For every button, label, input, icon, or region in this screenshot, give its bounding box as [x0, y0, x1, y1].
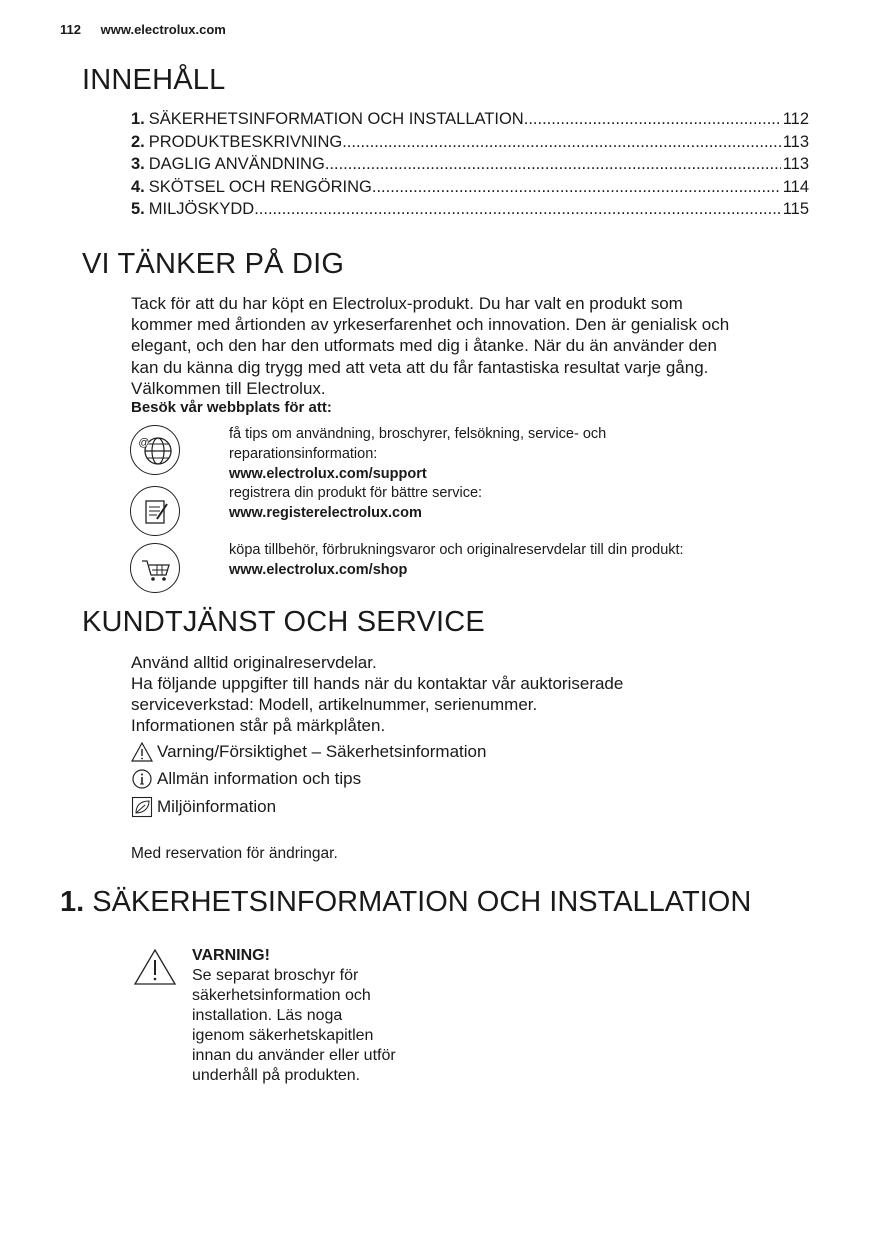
warning-box: VARNING! Se separat broschyr för säkerhetsinformation och installation. Läs noga igenom säkerhetskapitlen innan du använder eller utför underhåll på produkten. — [192, 946, 432, 1086]
toc-item-page: 113 — [782, 132, 809, 151]
toc-item-label: SÄKERHETSINFORMATION OCH INSTALLATION — [148, 110, 524, 128]
svg-text:@: @ — [138, 437, 150, 449]
toc-item[interactable]: 4. SKÖTSEL OCH RENGÖRING ..... 114 — [131, 178, 809, 201]
toc-item[interactable]: 2. PRODUKTBESKRIVNING ..... 113 — [131, 133, 809, 156]
visit-item-register: registrera din produkt för bättre service: www.registerelectrolux.com — [229, 484, 482, 524]
toc-leader — [254, 200, 780, 219]
legend-info — [131, 768, 361, 790]
toc-item-page: 115 — [782, 200, 809, 219]
page-number: 112 — [60, 22, 81, 37]
toc-leader — [342, 133, 780, 152]
safety-title: 1. SÄKERHETSINFORMATION OCH INSTALLATION — [60, 886, 752, 918]
legend-label: Varning/Försiktighet – Säkerhetsinformation — [157, 742, 487, 761]
page-header — [60, 22, 226, 37]
globe-icon — [130, 425, 180, 475]
toc-item[interactable]: 5. MILJÖSKYDD ..... 115 — [131, 200, 809, 223]
info-icon — [131, 768, 153, 790]
thinking-title: VI TÄNKER PÅ DIG — [82, 248, 345, 280]
register-icon — [130, 486, 180, 536]
table-of-contents — [131, 110, 809, 223]
legend-label: Miljöinformation — [157, 797, 277, 816]
support-link[interactable]: www.electrolux.com/support — [229, 465, 427, 482]
toc-title: INNEHÅLL — [82, 64, 226, 96]
visit-item-shop: köpa tillbehör, förbrukningsvaror och originalreservdelar till din produkt: www.electrolux.com/shop — [229, 541, 684, 581]
warning-icon — [131, 741, 153, 763]
cart-icon — [130, 543, 180, 593]
toc-item-label: DAGLIG ANVÄNDNING — [148, 155, 325, 174]
toc-item[interactable]: 3. DAGLIG ANVÄNDNING ..... 113 — [131, 155, 809, 178]
toc-leader — [524, 110, 781, 129]
toc-item-label: PRODUKTBESKRIVNING — [148, 132, 343, 151]
legend-warning — [131, 741, 486, 763]
shop-link[interactable]: www.electrolux.com/shop — [229, 561, 408, 578]
service-paragraph: Använd alltid originalreservdelar. Ha följande uppgifter till hands när du kontaktar vår auktoriserade serviceverkstad: Modell, artikelnummer, serienummer. Informationen står på märkplåten. — [131, 653, 624, 735]
toc-item-page: 114 — [782, 177, 809, 196]
toc-item-page: 112 — [782, 110, 809, 128]
register-link[interactable]: www.registerelectrolux.com — [229, 504, 422, 521]
website-link[interactable]: www.electrolux.com — [100, 22, 226, 37]
toc-leader — [372, 178, 781, 197]
visit-heading: Besök vår webbplats för att: — [131, 399, 332, 416]
disclaimer: Med reservation för ändringar. — [131, 845, 338, 862]
legend-environment — [131, 796, 276, 818]
leaf-icon — [131, 796, 153, 818]
toc-item-page: 113 — [782, 155, 809, 174]
thinking-paragraph: Tack för att du har köpt en Electrolux-produkt. Du har valt en produkt som kommer med årtionden av yrkeserfarenhet och innovation. Den är genialisk och elegant, och den har den utformats med dig i åtanke. När du än använder den kan du känna dig trygg med att veta att du får fantastiska resultat varje gång. Välkommen till Electrolux. — [131, 294, 730, 398]
toc-item-label: MILJÖSKYDD — [148, 200, 255, 219]
legend-label: Allmän information och tips — [157, 769, 362, 788]
toc-item[interactable]: 1. SÄKERHETSINFORMATION OCH INSTALLATION ..... 112 — [131, 110, 809, 133]
toc-item-label: SKÖTSEL OCH RENGÖRING — [148, 177, 372, 196]
warning-icon — [133, 948, 177, 991]
visit-item-support: få tips om användning, broschyrer, felsökning, service- och reparationsinformation: www.electrolux.com/support — [229, 425, 606, 484]
toc-leader — [325, 155, 781, 174]
service-title: KUNDTJÄNST OCH SERVICE — [82, 606, 485, 638]
warning-title: VARNING! — [192, 947, 270, 964]
